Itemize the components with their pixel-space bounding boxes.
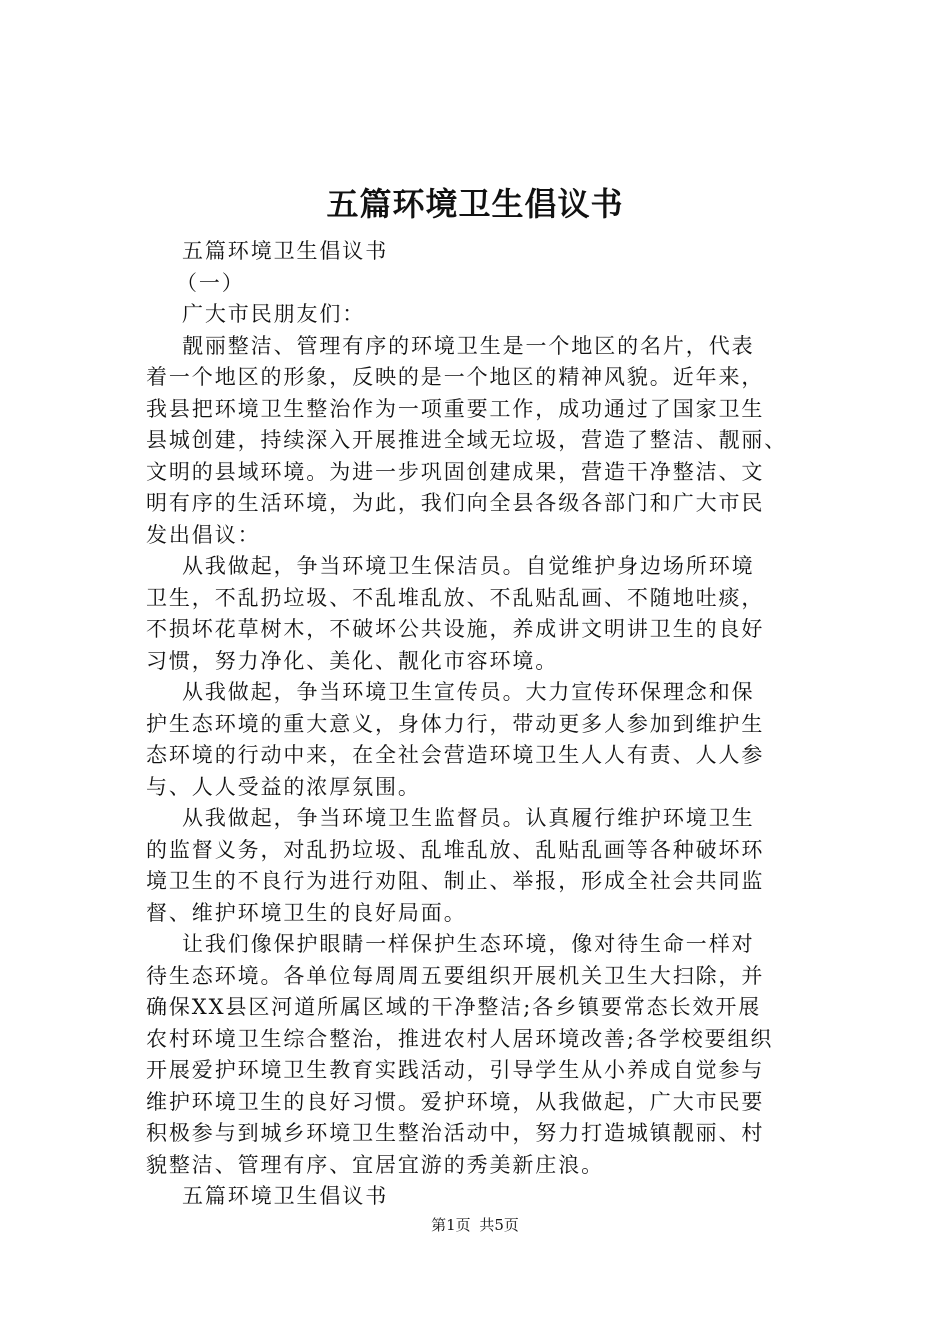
paragraph-line: 貌整洁、管理有序、宜居宜游的秀美新庄浪。 (146, 1152, 604, 1177)
subtitle-line: 五篇环境卫生倡议书 (182, 239, 389, 263)
section-number: （一） (176, 270, 245, 295)
paragraph-line: 的监督义务，对乱扔垃圾、乱堆乱放、乱贴乱画等各种破坏环 (146, 837, 765, 862)
paragraph-line: 我县把环境卫生整治作为一项重要工作，成功通过了国家卫生 (146, 396, 765, 421)
paragraph-line: 着一个地区的形象，反映的是一个地区的精神风貌。近年来， (146, 365, 765, 389)
paragraph-line: 发出倡议： (146, 522, 261, 547)
paragraph-line: 维护环境卫生的良好习惯。爱护环境，从我做起，广大市民要 (146, 1089, 765, 1114)
page-footer (0, 1215, 950, 1235)
paragraph-line: 从我做起，争当环境卫生宣传员。大力宣传环保理念和保 (182, 680, 755, 704)
paragraph-line: 县城创建，持续深入开展推进全域无垃圾，营造了整洁、靓丽、 (146, 428, 788, 452)
paragraph-line: 从我做起，争当环境卫生监督员。认真履行维护环境卫生 (182, 806, 755, 830)
paragraph-line: 农村环境卫生综合整治，推进农村人居环境改善;各学校要组织 (146, 1026, 774, 1051)
paragraph-line: 确保XX县区河道所属区域的干净整洁;各乡镇要常态长效开展 (146, 995, 762, 1019)
paragraph-line: 督、维护环境卫生的良好局面。 (146, 900, 467, 925)
next-section-heading: 五篇环境卫生倡议书 (182, 1184, 389, 1208)
paragraph-line: 让我们像保护眼睛一样保护生态环境，像对待生命一样对 (182, 932, 755, 956)
paragraph-line: 不损坏花草树木，不破坏公共设施，养成讲文明讲卫生的良好 (146, 617, 765, 641)
paragraph-line: 卫生，不乱扔垃圾、不乱堆乱放、不乱贴乱画、不随地吐痰， (146, 585, 765, 610)
paragraph-line: 态环境的行动中来，在全社会营造环境卫生人人有责、人人参 (146, 743, 765, 767)
page-number: 第1页 (431, 1216, 471, 1234)
paragraph-line: 护生态环境的重大意义，身体力行，带动更多人参加到维护生 (146, 711, 765, 736)
paragraph-line: 明有序的生活环境，为此，我们向全县各级各部门和广大市民 (146, 491, 765, 515)
document-body (146, 236, 836, 1213)
paragraph-line: 靓丽整洁、管理有序的环境卫生是一个地区的名片，代表 (182, 333, 755, 358)
salutation: 广大市民朋友们： (182, 302, 366, 326)
paragraph-line: 与、人人受益的浓厚氛围。 (146, 774, 421, 799)
paragraph-line: 待生态环境。各单位每周周五要组织开展机关卫生大扫除，并 (146, 963, 765, 988)
paragraph-line: 积极参与到城乡环境卫生整治活动中，努力打造城镇靓丽、村 (146, 1121, 765, 1145)
paragraph-line: 从我做起，争当环境卫生保洁员。自觉维护身边场所环境 (182, 554, 755, 578)
paragraph-line: 习惯，努力净化、美化、靓化市容环境。 (146, 648, 559, 673)
paragraph-line: 开展爱护环境卫生教育实践活动，引导学生从小养成自觉参与 (146, 1058, 765, 1082)
page-total: 共5页 (479, 1216, 519, 1234)
paragraph-line: 文明的县域环境。为进一步巩固创建成果，营造干净整洁、文 (146, 459, 765, 484)
document-title: 五篇环境卫生倡议书 (326, 185, 624, 223)
paragraph-line: 境卫生的不良行为进行劝阻、制止、举报，形成全社会共同监 (146, 869, 765, 893)
